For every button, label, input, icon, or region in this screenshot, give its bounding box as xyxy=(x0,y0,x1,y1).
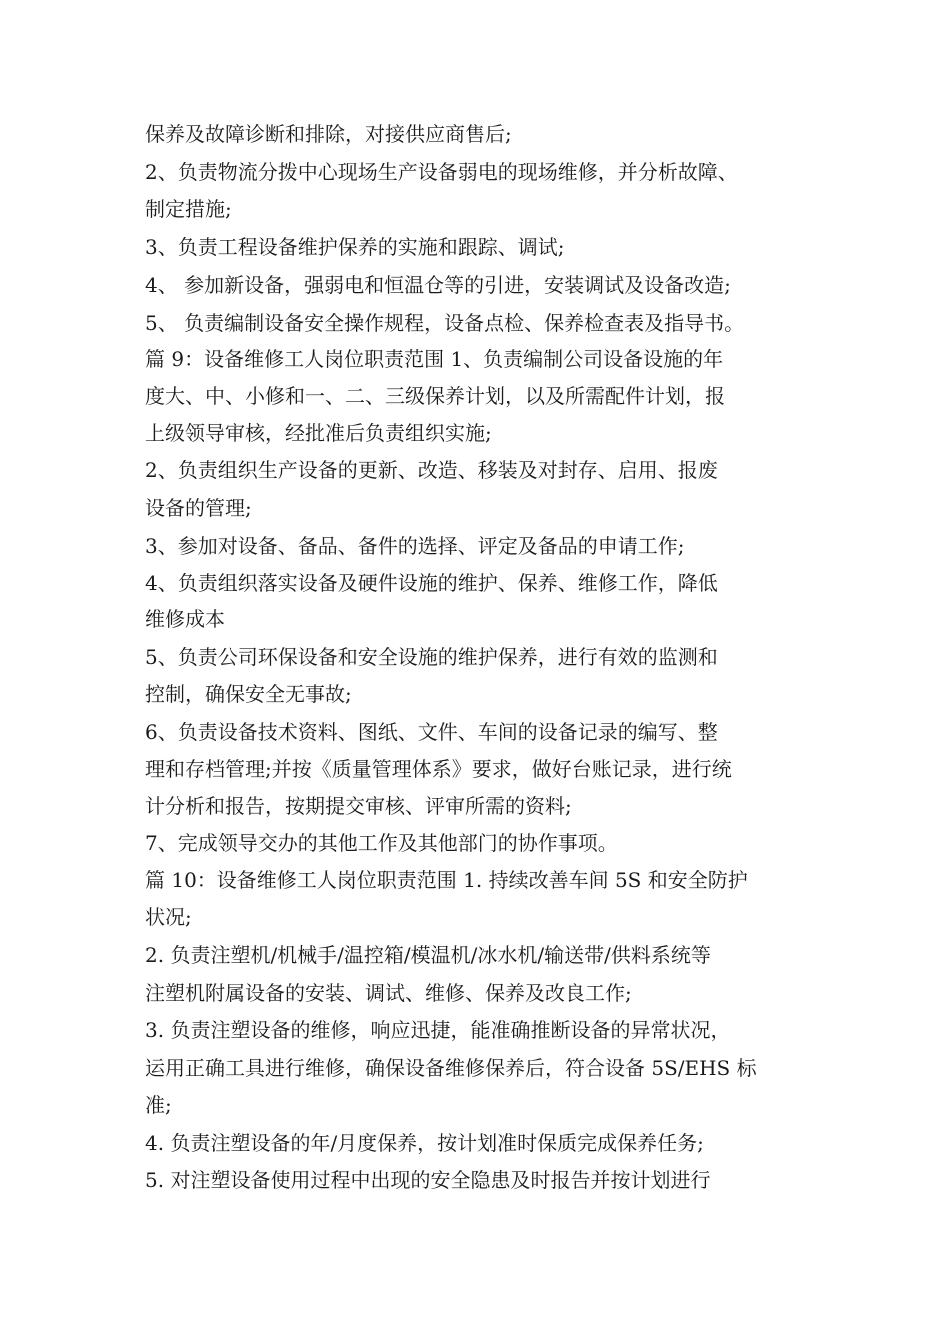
text-line: 6、负责设备技术资料、图纸、文件、车间的设备记录的编写、整 xyxy=(145,720,718,744)
text-line: 准; xyxy=(145,1093,172,1117)
text-line: 设备的管理; xyxy=(145,496,252,520)
text-line: 维修成本 xyxy=(145,607,225,631)
text-line: 5、负责公司环保设备和安全设施的维护保养，进行有效的监测和 xyxy=(145,645,718,669)
text-line: 理和存档管理;并按《质量管理体系》要求，做好台账记录，进行统 xyxy=(145,757,732,781)
text-line: 篇 9：设备维修工人岗位职责范围 1、负责编制公司设备设施的年 xyxy=(145,347,724,371)
text-line: 5. 对注塑设备使用过程中出现的安全隐患及时报告并按计划进行 xyxy=(145,1168,711,1192)
text-line: 控制，确保安全无事故; xyxy=(145,682,352,706)
text-line: 运用正确工具进行维修，确保设备维修保养后，符合设备 5S/EHS 标 xyxy=(145,1056,757,1080)
text-line: 3. 负责注塑设备的维修，响应迅捷，能准确推断设备的异常状况， xyxy=(145,1018,731,1042)
text-line: 5、 负责编制设备安全操作规程，设备点检、保养检查表及指导书。 xyxy=(145,311,745,335)
text-line: 度大、中、小修和一、二、三级保养计划，以及所需配件计划，报 xyxy=(145,384,725,408)
text-line: 4、负责组织落实设备及硬件设施的维护、保养、维修工作，降低 xyxy=(145,571,718,595)
text-line: 2、负责物流分拨中心现场生产设备弱电的现场维修，并分析故障、 xyxy=(145,160,738,184)
text-line: 状况; xyxy=(145,905,192,929)
text-line: 上级领导审核，经批准后负责组织实施; xyxy=(145,421,492,445)
text-line: 2. 负责注塑机/机械手/温控箱/模温机/冰水机/输送带/供料系统等 xyxy=(145,943,711,967)
text-line: 4. 负责注塑设备的年/月度保养，按计划准时保质完成保养任务; xyxy=(145,1131,704,1155)
text-line: 3、负责工程设备维护保养的实施和跟踪、调试; xyxy=(145,235,565,259)
text-line: 3、参加对设备、备品、备件的选择、评定及备品的申请工作; xyxy=(145,534,685,558)
text-line: 篇 10：设备维修工人岗位职责范围 1. 持续改善车间 5S 和安全防护 xyxy=(145,868,748,892)
text-line: 注塑机附属设备的安装、调试、维修、保养及改良工作; xyxy=(145,981,632,1005)
text-line: 4、 参加新设备，强弱电和恒温仓等的引进，安装调试及设备改造; xyxy=(145,273,731,297)
text-line: 7、完成领导交办的其他工作及其他部门的协作事项。 xyxy=(145,831,618,855)
text-line: 计分析和报告，按期提交审核、评审所需的资料; xyxy=(145,794,572,818)
text-line: 保养及故障诊断和排除，对接供应商售后; xyxy=(145,122,512,146)
text-line: 2、负责组织生产设备的更新、改造、移装及对封存、启用、报废 xyxy=(145,458,718,482)
text-line: 制定措施; xyxy=(145,197,232,221)
